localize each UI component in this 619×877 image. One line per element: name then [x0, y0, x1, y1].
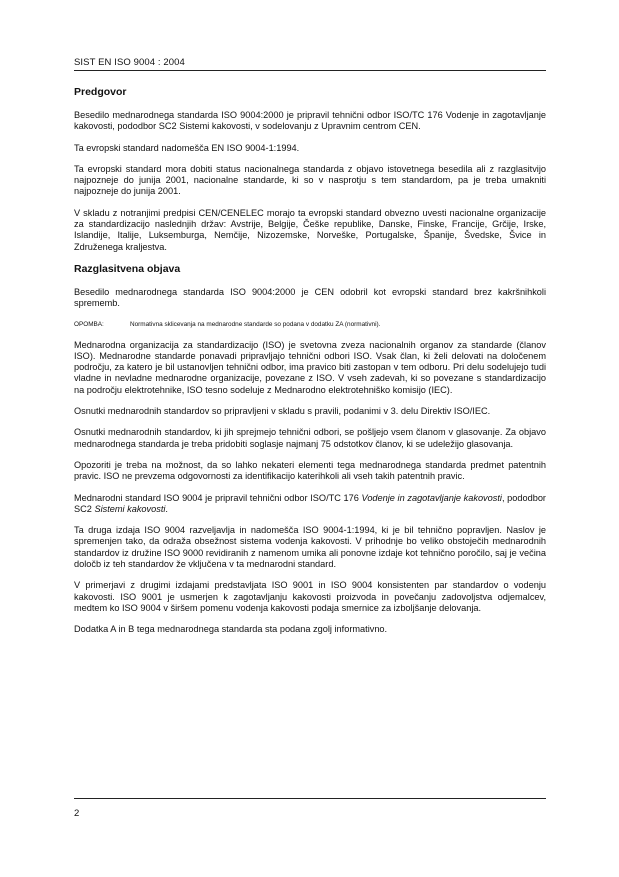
text-run: Mednarodni standard ISO 9004 je pripravil tehnični odbor ISO/TC 176 [74, 492, 362, 503]
paragraph: V skladu z notranjimi predpisi CEN/CENELEC morajo ta evropski standard obvezno uvesti nacionalne organizacije za standardizacijo naslednjih držav: Avstrije, Belgije, Češke republike, Danske, Finske, Francije, Grčije, Irske, Islandije, Italije, Luksemburga, Nemčije, Nizozemske, Norveške, Portugalske, Španije, Švedske, Švice in Združenega kraljestva. [74, 207, 546, 252]
footer-rule [74, 798, 546, 799]
paragraph: Besedilo mednarodnega standarda ISO 9004:2000 je pripravil tehnični odbor ISO/TC 176 Vodenje in zagotavljanje kakovosti, pododbor SC2 Sistemi kakovosti, v sodelovanju z Upravnim centrom CEN. [74, 110, 546, 132]
note-text: Normativna sklicevanja na mednarodne standarde so podana v dodatku ZA (normativni). [130, 320, 381, 328]
paragraph: Opozoriti je treba na možnost, da so lahko nekateri elementi tega mednarodnega standarda predmet patentnih pravic. ISO ne prevzema odgovornosti za identifikacijo katerihkoli ali vseh takih patentnih pravic. [74, 459, 546, 482]
note [74, 320, 546, 329]
page-content [74, 86, 546, 646]
text-run: . [165, 503, 168, 514]
note-label: OPOMBA: [74, 320, 104, 328]
paragraph: Mednarodna organizacija za standardizacijo (ISO) je svetovna zveza nacionalnih organov za standarde (članov ISO). Mednarodne standarde ponavadi pripravljajo tehnični odbori ISO. Vsak član, ki želi delovati na določenem področju, za katero je bil ustanovljen tehnični odbor, ima pravico biti zastopan v tem odboru. Pri delu sodelujejo tudi vladne in nevladne mednarodne organizacije, povezane z ISO. V vseh zadevah, ki so povezane s standardizacijo na področju elektrotehnike, ISO tesno sodeluje z Mednarodno elektrotehniško komisijo (IEC). [74, 339, 546, 395]
paragraph: Besedilo mednarodnega standarda ISO 9004:2000 je CEN odobril kot evropski standard brez kakršnihkoli sprememb. [74, 286, 546, 309]
document-header: SIST EN ISO 9004 : 2004 [74, 57, 185, 68]
page-number: 2 [74, 808, 80, 819]
header-rule [74, 70, 546, 71]
text-run: , pododbor SC2 [74, 492, 546, 514]
committee-title: Vodenje in zagotavljanje kakovosti [361, 492, 502, 503]
section-title-announcement: Razglasitvena objava [74, 262, 181, 275]
paragraph: Ta evropski standard nadomešča EN ISO 9004-1:1994. [74, 142, 300, 153]
paragraph [74, 493, 546, 516]
subcommittee-title: Sistemi kakovosti [94, 503, 166, 514]
paragraph: Dodatka A in B tega mednarodnega standarda sta podana zgolj informativno. [74, 624, 388, 635]
paragraph: Osnutki mednarodnih standardov, ki jih sprejmejo tehnični odbori, se pošljejo vsem članom v glasovanje. Za objavo mednarodnega standarda je treba pridobiti soglasje najmanj 75 odstotkov članov, ki se udeležijo glasovanja. [74, 427, 546, 449]
section-title-foreword: Predgovor [74, 86, 127, 98]
paragraph: Ta druga izdaja ISO 9004 razveljavlja in nadomešča ISO 9004-1:1994, ki je bil tehnično popravljen. Naslov je spremenjen tako, da odraža obsežnost sistema vodenja kakovosti. V prihodnje bo veliko obstoječih mednarodnih standardov iz družine ISO 9000 revidiranih z namenom umika ali ponovne izdaje kot tehnično poročilo, saj je večina določb iz teh standardov že vključena v ta mednarodni standard. [74, 525, 546, 570]
paragraph: Ta evropski standard mora dobiti status nacionalnega standarda z objavo istovetnega besedila ali z razglasitvijo najpozneje do junija 2001, nacionalne standarde, ki so v nasprotju s tem standardom, pa je treba umakniti najpozneje do junija 2001. [74, 163, 546, 197]
paragraph: V primerjavi z drugimi izdajami predstavljata ISO 9001 in ISO 9004 konsistenten par standardov o vodenju kakovosti. ISO 9001 je usmerjen k zagotavljanju kakovosti proizvoda in povečanju zadovoljstva odjemalcev, medtem ko ISO 9004 v širšem pomenu vodenja kakovosti podaja smernice za izboljšanje delovanja. [74, 580, 546, 613]
paragraph: Osnutki mednarodnih standardov so pripravljeni v skladu s pravili, podanimi v 3. delu Direktiv ISO/IEC. [74, 406, 491, 417]
